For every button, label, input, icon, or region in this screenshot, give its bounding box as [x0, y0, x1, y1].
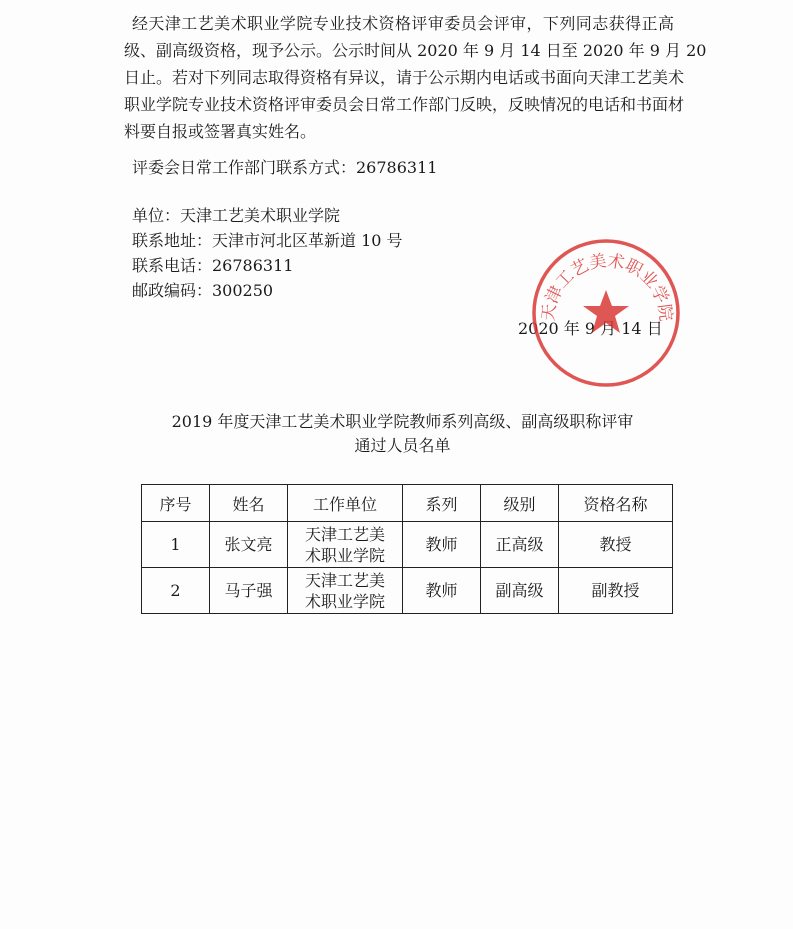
notice-line-3: 日止。若对下列同志取得资格有异议，请于公示期内电话或书面向天津工艺美术 — [124, 68, 685, 87]
cell-series: 教师 — [403, 522, 481, 568]
official-seal — [531, 238, 681, 388]
cell-unit-line-1: 天津工艺美 — [304, 570, 385, 590]
cell-unit — [288, 568, 403, 614]
notice-line-2: 级、副高级资格，现予公示。公示时间从 2020 年 9 月 14 日至 2020 年 9 月 20 — [124, 41, 707, 60]
roster-table — [141, 484, 673, 614]
cell-name: 张文亮 — [210, 522, 288, 568]
contact-postcode: 邮政编码：300250 — [132, 281, 274, 300]
cell-level: 正高级 — [481, 522, 559, 568]
seal-text: 天津工艺美术职业学院 — [538, 251, 676, 323]
cell-no: 2 — [142, 568, 210, 614]
contact-phone: 联系电话：26786311 — [132, 256, 294, 275]
table-row — [142, 522, 673, 568]
header-name: 姓名 — [210, 485, 288, 522]
cell-qualification: 教授 — [559, 522, 673, 568]
notice-paragraph — [124, 10, 707, 145]
table-row — [142, 568, 673, 614]
contact-address: 联系地址：天津市河北区革新道 10 号 — [132, 231, 403, 250]
seal-star-icon — [583, 290, 629, 333]
cell-qualification: 副教授 — [559, 568, 673, 614]
cell-unit-line-2: 术职业学院 — [304, 591, 385, 611]
notice-line-1: 经天津工艺美术职业学院专业技术资格评审委员会评审，下列同志获得正高 — [132, 14, 674, 33]
notice-line-5: 料要自报或签署真实姓名。 — [124, 122, 317, 141]
cell-level: 副高级 — [481, 568, 559, 614]
header-qualification: 资格名称 — [559, 485, 673, 522]
contact-unit: 单位：天津工艺美术职业学院 — [132, 206, 341, 225]
header-series: 系列 — [403, 485, 481, 522]
cell-name: 马子强 — [210, 568, 288, 614]
cell-unit — [288, 522, 403, 568]
header-no: 序号 — [142, 485, 210, 522]
cell-unit-line-1: 天津工艺美 — [304, 524, 385, 544]
list-title-line-1: 2019 年度天津工艺美术职业学院教师系列高级、副高级职称评审 — [171, 412, 634, 431]
table-header-row — [142, 485, 673, 522]
notice-date: 2020 年 9 月 14 日 — [518, 319, 663, 338]
cell-series: 教师 — [403, 568, 481, 614]
cell-unit-line-2: 术职业学院 — [304, 545, 385, 565]
notice-line-4: 职业学院专业技术资格评审委员会日常工作部门反映，反映情况的电话和书面材 — [124, 95, 685, 114]
header-unit: 工作单位 — [288, 485, 403, 522]
committee-contact: 评委会日常工作部门联系方式：26786311 — [132, 158, 438, 177]
cell-no: 1 — [142, 522, 210, 568]
header-level: 级别 — [481, 485, 559, 522]
list-title-line-2: 通过人员名单 — [354, 436, 451, 455]
